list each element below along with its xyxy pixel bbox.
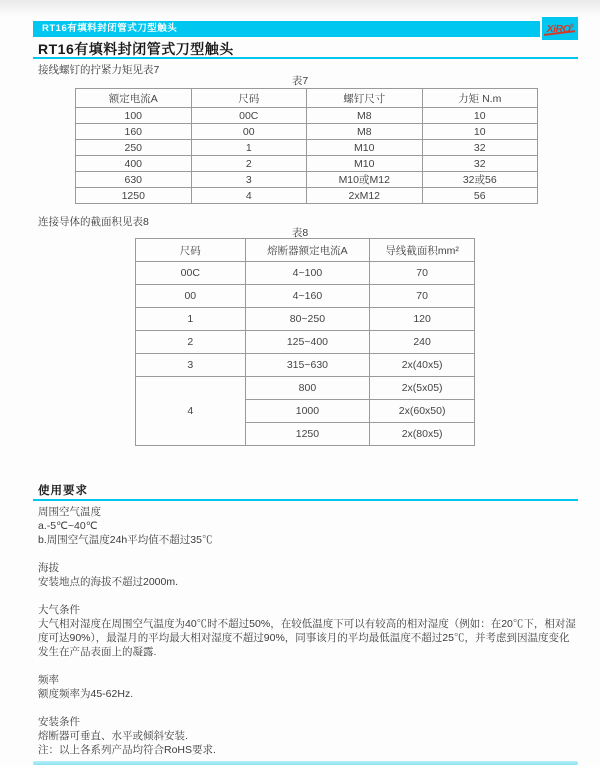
col-header-torque: 力矩 N.m [422,89,538,108]
cell: M8 [307,124,423,140]
cell: 2xM12 [307,188,423,204]
section-line: 大气相对湿度在周围空气温度为40℃时不超过50%，在较低温度下可以有较高的相对湿度（例如：在20℃下，相对湿度可达90%），最湿月的平均最大相对湿度不超过90%，同事该月的平均最低温度不超过25℃，并考虑到因温度变化发生在产品表面上的凝露. [38,618,576,658]
section-line: a.-5℃~40℃ [38,520,98,532]
section-line: b.周围空气温度24h平均值不超过35℃ [38,534,213,546]
section-title: 安装条件 [38,716,80,728]
brand-logo-text: XiRO® [546,22,574,35]
section-line: 额度频率为45-62Hz. [38,688,134,700]
cell: 1 [191,140,307,156]
table-row [136,354,475,377]
usage-section-frequency [38,673,578,701]
cell: 00C [136,262,246,285]
scan-top-shading [0,0,600,16]
torque-table [75,88,538,204]
table-header-row [76,89,538,108]
cell-size-group: 4 [136,377,246,446]
cell: 32或56 [422,172,538,188]
section-line: 注：以上各系列产品均符合RoHS要求. [38,744,216,756]
cell: 32 [422,140,538,156]
col-header-screw-size: 螺钉尺寸 [307,89,423,108]
header-row [33,21,578,37]
cell: M8 [307,108,423,124]
cell: 120 [370,308,475,331]
usage-section-atmospheric-conditions [38,603,578,659]
col-header-fuse-rated-current: 熔断器额定电流A [245,239,370,262]
cell: 2 [191,156,307,172]
cell: 125~400 [245,331,370,354]
table-row [76,108,538,124]
usage-section-altitude [38,561,578,589]
cell: 00 [136,285,246,308]
cell: 1 [136,308,246,331]
cell: 4 [191,188,307,204]
table-row [136,285,475,308]
usage-requirements-heading: 使用要求 [38,485,88,497]
page-title: RT16有填料封闭管式刀型触头 [38,41,234,57]
cell: 32 [422,156,538,172]
usage-section-installation [38,715,578,757]
cell: 10 [422,108,538,124]
col-header-size: 尺码 [191,89,307,108]
section-title: 周围空气温度 [38,506,101,518]
table-row [136,377,475,400]
table8-caption: 表8 [291,227,309,239]
col-header-size: 尺码 [136,239,246,262]
usage-heading-underline [33,499,578,501]
table-row [136,262,475,285]
cell: 4~160 [245,285,370,308]
section-line: 安装地点的海拔不超过2000m. [38,576,179,588]
cell: 2x(40x5) [370,354,475,377]
cell: 2 [136,331,246,354]
cell: 315~630 [245,354,370,377]
cell: 630 [76,172,192,188]
cell: 80~250 [245,308,370,331]
cell: M10 [307,156,423,172]
cell: 00C [191,108,307,124]
section-line: 熔断器可垂直、水平或倾斜安装. [38,730,188,742]
cell: 1000 [245,400,370,423]
cell: 4~100 [245,262,370,285]
table-row [76,188,538,204]
cell: 2x(5x05) [370,377,475,400]
usage-section-ambient-temperature [38,505,578,547]
header-bar-title: RT16有填料封闭管式刀型触头 [42,23,178,34]
table-row [76,156,538,172]
cell: 160 [76,124,192,140]
cell: 100 [76,108,192,124]
table-row [136,308,475,331]
cell: 2x(80x5) [370,423,475,446]
cell: 400 [76,156,192,172]
col-header-rated-current: 额定电流A [76,89,192,108]
cell: 00 [191,124,307,140]
cell: 3 [136,354,246,377]
table-row [76,140,538,156]
title-underline [33,57,578,59]
table8-intro-text: 连接导体的截面积见表8 [38,216,149,228]
section-title: 频率 [38,674,59,686]
section-title: 海拔 [38,562,59,574]
cell: 1250 [76,188,192,204]
cell: 800 [245,377,370,400]
footer-accent-bar [33,761,578,765]
table-row [136,331,475,354]
cell: 2x(60x50) [370,400,475,423]
table7-intro-text: 接线螺钉的拧紧力矩见表7 [38,64,160,76]
table-header-row [136,239,475,262]
table-row [76,172,538,188]
table-row [76,124,538,140]
cell: 70 [370,262,475,285]
cell: 70 [370,285,475,308]
usage-requirements-body [38,505,578,757]
cell: 3 [191,172,307,188]
header-bar [33,21,540,37]
cell: M10 [307,140,423,156]
cell: 56 [422,188,538,204]
cell: M10或M12 [307,172,423,188]
table7-caption: 表7 [291,75,309,87]
section-title: 大气条件 [38,604,80,616]
registered-mark: ® [570,23,574,29]
cell: 10 [422,124,538,140]
conductor-section-table [135,238,475,446]
col-header-wire-cross-section: 导线截面积mm² [370,239,475,262]
brand-logo [542,17,578,40]
cell: 1250 [245,423,370,446]
cell: 250 [76,140,192,156]
cell: 240 [370,331,475,354]
